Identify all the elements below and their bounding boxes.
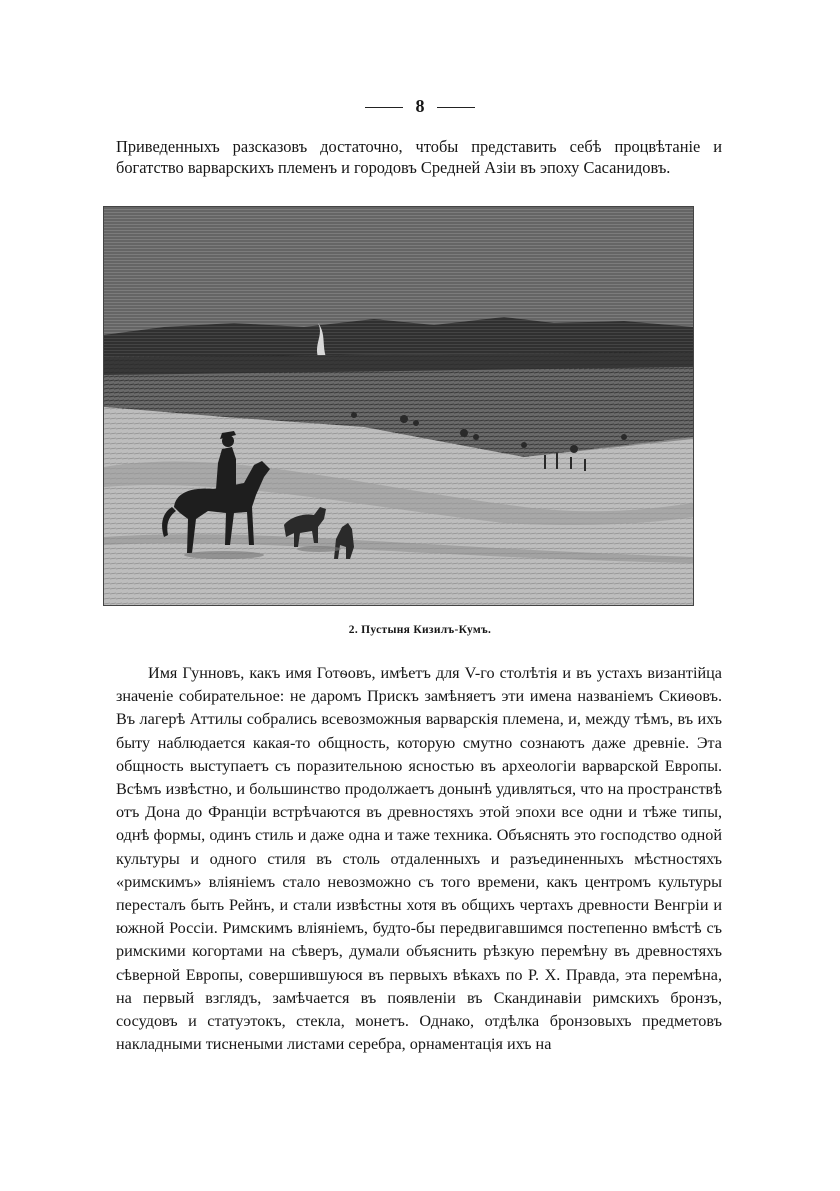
body-paragraph: Имя Гунновъ, какъ имя Готѳовъ, имѣетъ для V-го столѣтія и въ устахъ византійца значеніе собирательное: не даромъ Прискъ замѣняетъ эти имена названіемъ Скиѳовъ. Въ лагерѣ Аттилы собрались всевозможныя варварскія племена, и, между тѣмъ, въ ихъ быту наблюдается какая-то общность, которую смутно сознаютъ даже древніе. Эта общность выступаетъ съ поразительною ясностью въ археологіи варварской Европы. Всѣмъ извѣстно, и большинство продолжаетъ донынѣ удивляться, что на пространствѣ отъ Дона до Франціи встрѣчаются въ древностяхъ этой эпохи все одни и тѣже типы, однѣ формы, одинъ стиль и даже одна и таже техника. Объяснять это господство одной культуры и одного стиля въ столь отдаленныхъ и разъединенныхъ мѣстностяхъ «римскимъ» вліяніемъ стало невозможно съ того времени, какъ центромъ культуры пересталъ быть Рейнъ, и стали извѣстны хотя въ общихъ чертахъ древности Венгріи и южной Россіи. Римскимъ вліяніемъ, будто-бы передвигавшимся постепенно вмѣстѣ съ римскими когортами на сѣверъ, думали объяснить рѣзкую перемѣну въ древностяхъ сѣверной Европы, совершившуюся въ первыхъ вѣкахъ по Р. Х. Правда, эта перемѣна, на первый взглядъ, замѣчается въ появленіи въ Скандинавіи римскихъ бронзъ, сосудовъ и статуэтокъ, стекла, монетъ. Однако, отдѣлка бронзовыхъ предметовъ накладными тиснеными листами серебра, орнаментація ихъ на [116,664,722,1054]
page-header [0,96,840,117]
rider-shadow [184,551,264,559]
dog-shadow [297,546,341,552]
header-dash-left [365,107,403,108]
intro-paragraph: Приведенныхъ разсказовъ достаточно, чтобы представить себѣ процвѣтаніе и богатство варварскихъ племенъ и городовъ Средней Азіи въ эпоху Сасанидовъ. [116,137,722,177]
page-number: 8 [415,96,425,116]
engraving-illustration [103,206,694,606]
figure-caption: 2. Пустыня Кизилъ-Кумъ. [348,624,492,636]
header-dash-right [437,107,475,108]
body-text [116,662,722,1056]
